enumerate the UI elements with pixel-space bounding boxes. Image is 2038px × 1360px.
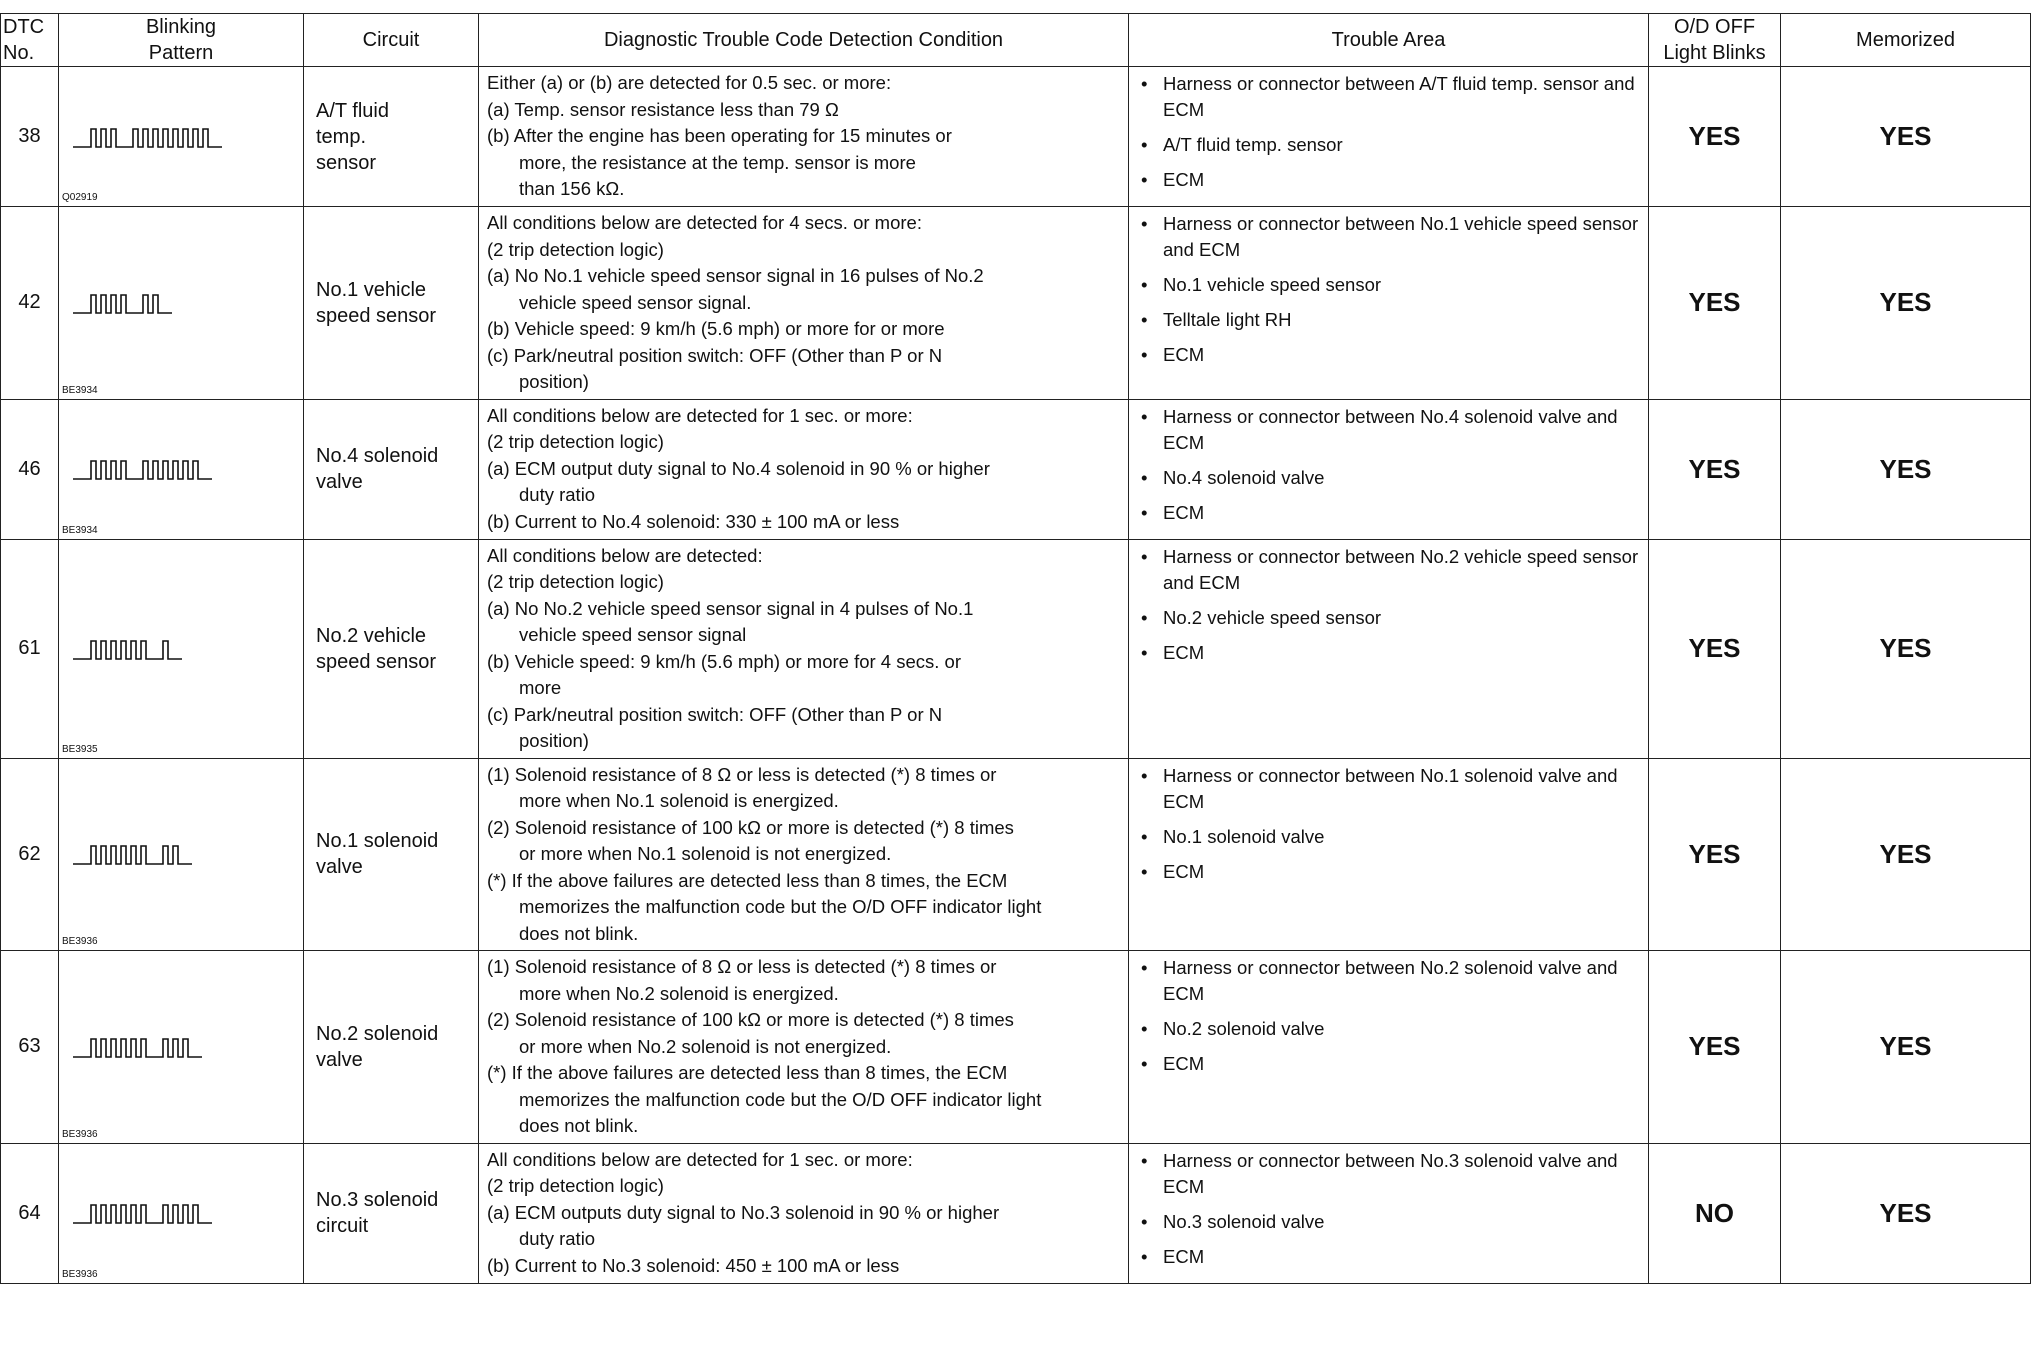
trouble-area [1129, 67, 1649, 207]
trouble-area-item [1141, 955, 1642, 1007]
waveform-path [73, 846, 192, 864]
circuit-line: speed sensor [316, 650, 437, 673]
trouble-area-text: No.4 solenoid valve [1163, 466, 1325, 488]
bullet-icon: • [1141, 545, 1148, 567]
blinking-pattern [59, 207, 304, 400]
memorized-flag: YES [1781, 951, 2031, 1144]
dtc-row [1, 67, 2031, 207]
circuit-line: No.1 solenoid [316, 830, 439, 853]
blinking-pattern [59, 951, 304, 1144]
trouble-area-text: ECM [1163, 501, 1205, 523]
bullet-icon: • [1141, 169, 1148, 190]
condition-line: Either (a) or (b) are detected for 0.5 sec. or more: [487, 72, 892, 93]
condition-line: (b) Current to No.3 solenoid: 450 ± 100 mA or less [487, 1254, 900, 1276]
trouble-area [1129, 539, 1649, 758]
dtc-row [1, 951, 2031, 1144]
condition-line: memorizes the malfunction code but the O/D OFF indicator light [519, 1088, 1042, 1110]
trouble-area [1129, 1143, 1649, 1283]
trouble-area-text: Telltale light RH [1163, 309, 1292, 330]
detection-condition [479, 207, 1129, 400]
condition-line: (2 trip detection logic) [487, 571, 664, 592]
condition-line: vehicle speed sensor signal [519, 624, 747, 645]
condition-line: (2) Solenoid resistance of 100 kΩ or more is detected (*) 8 times [487, 1009, 1014, 1030]
blinking-pattern [59, 758, 304, 951]
trouble-area-text: ECM [1163, 1053, 1205, 1074]
condition-line: or more when No.1 solenoid is not energized. [519, 843, 892, 864]
trouble-area-text: No.2 solenoid valve [1163, 1018, 1325, 1039]
condition-line: (2 trip detection logic) [487, 431, 664, 452]
trouble-area-text: No.1 vehicle speed sensor [1163, 274, 1382, 295]
trouble-area [1129, 758, 1649, 951]
memorized-flag: YES [1781, 539, 2031, 758]
condition-line: duty ratio [519, 484, 596, 505]
condition-line: All conditions below are detected for 1 sec. or more: [487, 1148, 913, 1170]
circuit-line: No.1 vehicle [316, 278, 427, 301]
blinking-pattern [59, 1143, 304, 1283]
dtc-table [0, 13, 2031, 1284]
trouble-area-item [1141, 307, 1642, 333]
trouble-area-item [1141, 1016, 1642, 1042]
memorized-flag: YES [1781, 207, 2031, 400]
condition-line: (c) Park/neutral position switch: OFF (Other than P or N [487, 703, 943, 725]
trouble-area-text: Harness or connector between No.1 solenoid valve and ECM [1163, 764, 1618, 812]
circuit-line: No.3 solenoid [316, 1189, 439, 1211]
circuit-line: No.4 solenoid [316, 445, 439, 467]
condition-line: (a) ECM output duty signal to No.4 solenoid in 90 % or higher [487, 457, 990, 479]
circuit-line: temp. [316, 125, 367, 148]
condition-line: (a) No No.2 vehicle speed sensor signal in 4 pulses of No.1 [487, 597, 974, 619]
circuit-line: speed sensor [316, 304, 437, 327]
trouble-area-item [1141, 211, 1642, 263]
circuit-name [304, 539, 479, 758]
trouble-area-item [1141, 465, 1642, 491]
trouble-area [1129, 207, 1649, 400]
circuit-line: sensor [316, 151, 377, 174]
condition-line: All conditions below are detected for 4 secs. or more: [487, 212, 922, 233]
dtc-number: 38 [1, 67, 59, 207]
blink-waveform [73, 123, 263, 151]
blink-waveform [73, 1199, 263, 1227]
condition-line: (b) Vehicle speed: 9 km/h (5.6 mph) or more for or more [487, 318, 945, 339]
condition-line: (1) Solenoid resistance of 8 Ω or less is detected (*) 8 times or [487, 956, 997, 977]
bullet-icon: • [1141, 405, 1148, 427]
trouble-area [1129, 399, 1649, 539]
condition-line: (2) Solenoid resistance of 100 kΩ or more is detected (*) 8 times [487, 816, 1014, 838]
circuit-line: valve [316, 1048, 363, 1071]
trouble-area-text: Harness or connector between No.3 solenoid valve and ECM [1163, 1149, 1618, 1197]
memorized-flag: YES [1781, 399, 2031, 539]
condition-line: more when No.2 solenoid is energized. [519, 982, 839, 1004]
circuit-line: A/T fluid [316, 99, 389, 122]
condition-line: (*) If the above failures are detected less than 8 times, the ECM [487, 869, 1008, 891]
condition-line: memorizes the malfunction code but the O/D OFF indicator light [519, 896, 1042, 917]
trouble-area-text: ECM [1163, 860, 1205, 882]
trouble-area-item [1141, 1148, 1642, 1200]
blink-waveform [73, 455, 263, 483]
condition-line: (1) Solenoid resistance of 8 Ω or less is detected (*) 8 times or [487, 763, 997, 785]
bullet-icon: • [1141, 860, 1148, 882]
waveform-path [73, 641, 182, 659]
trouble-area-text: ECM [1163, 1245, 1205, 1267]
bullet-icon: • [1141, 73, 1148, 94]
header-row [1, 14, 2031, 67]
bullet-icon: • [1141, 309, 1148, 330]
blink-waveform [73, 840, 263, 868]
circuit-line: No.2 solenoid [316, 1022, 439, 1045]
waveform-path [73, 461, 212, 479]
blinking-pattern [59, 67, 304, 207]
memorized-flag: YES [1781, 1143, 2031, 1283]
trouble-area-text: ECM [1163, 344, 1205, 365]
blink-waveform [73, 1033, 263, 1061]
trouble-area-text: ECM [1163, 169, 1205, 190]
circuit-name [304, 951, 479, 1144]
header-od-off: O/D OFF Light Blinks [1649, 14, 1781, 67]
blinking-pattern [59, 399, 304, 539]
bullet-icon: • [1141, 1149, 1148, 1171]
figure-ref: BE3936 [62, 1128, 98, 1140]
condition-line: (a) Temp. sensor resistance less than 79 Ω [487, 98, 839, 120]
dtc-number: 62 [1, 758, 59, 951]
circuit-name [304, 207, 479, 400]
condition-line: more [519, 677, 562, 698]
condition-line: position) [519, 730, 589, 751]
trouble-area-item [1141, 859, 1642, 885]
circuit-name [304, 399, 479, 539]
condition-line: (b) After the engine has been operating for 15 minutes or [487, 125, 952, 146]
detection-condition [479, 539, 1129, 758]
detection-condition [479, 399, 1129, 539]
trouble-area-text: Harness or connector between No.4 solenoid valve and ECM [1163, 405, 1618, 453]
bullet-icon: • [1141, 344, 1148, 365]
dtc-number: 61 [1, 539, 59, 758]
trouble-area-text: Harness or connector between No.2 solenoid valve and ECM [1163, 957, 1618, 1004]
trouble-area-item [1141, 605, 1642, 631]
detection-condition [479, 1143, 1129, 1283]
od-off-blinks: YES [1649, 399, 1781, 539]
header-condition: Diagnostic Trouble Code Detection Condition [479, 14, 1129, 67]
circuit-line: No.2 vehicle [316, 624, 427, 647]
bullet-icon: • [1141, 134, 1148, 155]
circuit-name [304, 758, 479, 951]
dtc-row [1, 539, 2031, 758]
detection-condition [479, 67, 1129, 207]
trouble-area-item [1141, 272, 1642, 298]
condition-line: than 156 kΩ. [519, 178, 625, 199]
od-off-blinks: YES [1649, 758, 1781, 951]
condition-line: duty ratio [519, 1228, 596, 1249]
trouble-area-item [1141, 71, 1642, 123]
trouble-area-text: Harness or connector between No.1 vehicle speed sensor and ECM [1163, 213, 1639, 260]
trouble-area-text: A/T fluid temp. sensor [1163, 134, 1343, 155]
condition-line: or more when No.2 solenoid is not energized. [519, 1035, 892, 1057]
trouble-area-item [1141, 544, 1642, 596]
dtc-number: 63 [1, 951, 59, 1144]
header-dtc-no: DTC No. [1, 14, 59, 67]
trouble-area-text: No.1 solenoid valve [1163, 825, 1325, 847]
figure-ref: BE3934 [62, 384, 98, 396]
header-circuit: Circuit [304, 14, 479, 67]
od-off-blinks: NO [1649, 1143, 1781, 1283]
bullet-icon: • [1141, 764, 1148, 786]
trouble-area-item [1141, 640, 1642, 666]
trouble-area-item [1141, 342, 1642, 368]
condition-line: position) [519, 371, 589, 392]
circuit-name [304, 67, 479, 207]
dtc-number: 64 [1, 1143, 59, 1283]
blinking-pattern [59, 539, 304, 758]
bullet-icon: • [1141, 1210, 1148, 1232]
trouble-area-item [1141, 132, 1642, 158]
dtc-row [1, 399, 2031, 539]
condition-line: (b) Vehicle speed: 9 km/h (5.6 mph) or more for 4 secs. or [487, 650, 961, 672]
trouble-area-text: Harness or connector between No.2 vehicle speed sensor and ECM [1163, 545, 1639, 593]
condition-line: (*) If the above failures are detected less than 8 times, the ECM [487, 1062, 1008, 1083]
bullet-icon: • [1141, 1018, 1148, 1039]
condition-line: (a) No No.1 vehicle speed sensor signal in 16 pulses of No.2 [487, 265, 984, 286]
bullet-icon: • [1141, 1245, 1148, 1267]
trouble-area-text: No.2 vehicle speed sensor [1163, 606, 1382, 628]
od-off-blinks: YES [1649, 207, 1781, 400]
dtc-row [1, 1143, 2031, 1283]
bullet-icon: • [1141, 1053, 1148, 1074]
dtc-number: 42 [1, 207, 59, 400]
detection-condition [479, 951, 1129, 1144]
waveform-path [73, 129, 222, 147]
od-off-blinks: YES [1649, 951, 1781, 1144]
figure-ref: BE3936 [62, 936, 98, 947]
figure-ref: BE3936 [62, 1268, 98, 1280]
header-trouble-area: Trouble Area [1129, 14, 1649, 67]
trouble-area-text: ECM [1163, 641, 1205, 663]
trouble-area-text: Harness or connector between A/T fluid temp. sensor and ECM [1163, 73, 1635, 120]
header-memorized: Memorized [1781, 14, 2031, 67]
blink-waveform [73, 635, 263, 663]
circuit-name [304, 1143, 479, 1283]
trouble-area-item [1141, 167, 1642, 193]
condition-line: vehicle speed sensor signal. [519, 291, 752, 313]
bullet-icon: • [1141, 274, 1148, 295]
waveform-path [73, 295, 172, 313]
trouble-area-item [1141, 824, 1642, 850]
circuit-line: circuit [316, 1215, 369, 1237]
dtc-number: 46 [1, 399, 59, 539]
bullet-icon: • [1141, 641, 1148, 663]
condition-line: All conditions below are detected for 1 sec. or more: [487, 404, 913, 426]
trouble-area-item [1141, 1244, 1642, 1270]
bullet-icon: • [1141, 501, 1148, 523]
od-off-blinks: YES [1649, 67, 1781, 207]
condition-line: (c) Park/neutral position switch: OFF (Other than P or N [487, 344, 943, 366]
circuit-line: valve [316, 471, 363, 493]
trouble-area [1129, 951, 1649, 1144]
condition-line: (2 trip detection logic) [487, 1175, 664, 1196]
dtc-row [1, 758, 2031, 951]
figure-ref: Q02919 [62, 192, 98, 203]
detection-condition [479, 758, 1129, 951]
bullet-icon: • [1141, 213, 1148, 234]
condition-line: more, the resistance at the temp. sensor is more [519, 151, 916, 173]
condition-line: does not blink. [519, 1115, 639, 1136]
waveform-path [73, 1205, 212, 1223]
condition-line: (b) Current to No.4 solenoid: 330 ± 100 mA or less [487, 510, 900, 532]
od-off-blinks: YES [1649, 539, 1781, 758]
blink-waveform [73, 289, 263, 317]
bullet-icon: • [1141, 466, 1148, 488]
condition-line: more when No.1 solenoid is energized. [519, 790, 839, 811]
memorized-flag: YES [1781, 67, 2031, 207]
circuit-line: valve [316, 856, 363, 879]
trouble-area-item [1141, 1209, 1642, 1235]
memorized-flag: YES [1781, 758, 2031, 951]
trouble-area-text: No.3 solenoid valve [1163, 1210, 1325, 1232]
trouble-area-item [1141, 500, 1642, 526]
waveform-path [73, 1039, 202, 1057]
trouble-area-item [1141, 763, 1642, 815]
condition-line: (a) ECM outputs duty signal to No.3 solenoid in 90 % or higher [487, 1201, 1000, 1223]
trouble-area-item [1141, 404, 1642, 456]
figure-ref: BE3935 [62, 743, 98, 755]
bullet-icon: • [1141, 825, 1148, 847]
dtc-row [1, 207, 2031, 400]
bullet-icon: • [1141, 606, 1148, 628]
bullet-icon: • [1141, 957, 1148, 978]
condition-line: does not blink. [519, 922, 639, 944]
header-blinking-pattern: Blinking Pattern [59, 14, 304, 67]
figure-ref: BE3934 [62, 524, 98, 536]
condition-line: (2 trip detection logic) [487, 238, 664, 260]
condition-line: All conditions below are detected: [487, 544, 763, 566]
trouble-area-item [1141, 1051, 1642, 1077]
